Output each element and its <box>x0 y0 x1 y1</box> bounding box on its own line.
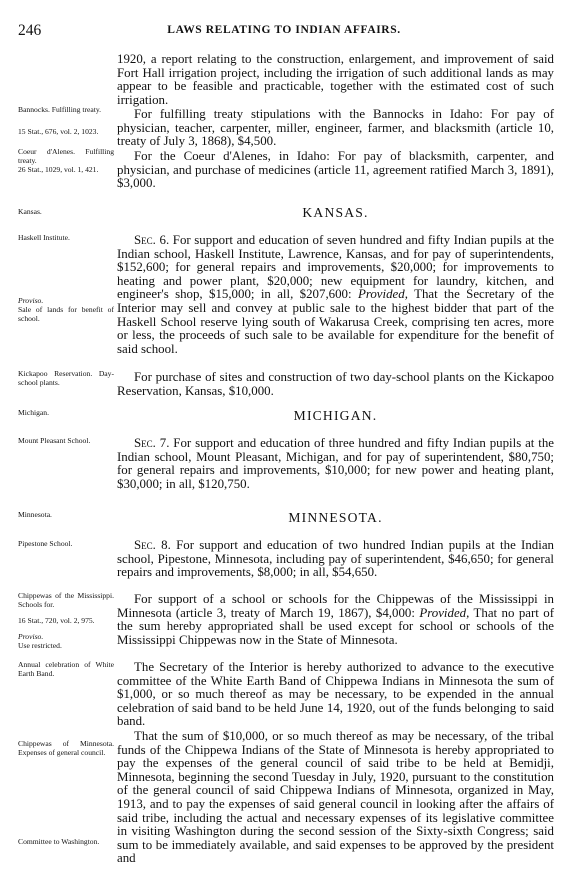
heading-minnesota: MINNESOTA. <box>288 510 383 525</box>
sec-8-text: For support and education of two hundred Indian pupils at the Indian school, Pipestone, Minnesota, including pay of superintendent, $46,650; for general repairs and improvements, $8,000; in all, $54,650. <box>117 538 554 580</box>
section-label: Sec. 8. <box>134 538 171 552</box>
margin-note-haskell: Haskell Institute. <box>18 233 70 242</box>
margin-note-general-council: Chippewas of Minnesota. Expenses of general council. <box>18 739 114 757</box>
margin-note-bannocks-citation: 15 Stat., 676, vol. 2, 1023. <box>18 127 99 136</box>
margin-note-mount-pleasant: Mount Pleasant School. <box>18 436 91 445</box>
margin-note-coeur-dalenes: Coeur d'Alenes. Fulfilling treaty. <box>18 147 114 165</box>
margin-note-minnesota: Minnesota. <box>18 510 52 519</box>
paragraph-general-council: That the sum of $10,000, or so much thereof as may be necessary, of the tribal funds of the Chippewa Indians of the State of Minnesota is hereby appropriated to pay the expenses of the general council of said tribe to be held at Bemidji, Minnesota, beginning the second Tuesday in July, 1920, pursuant to the constitution of the general council of said Chippewa Indians of Minnesota, organized in May, 1913, and to pay the expenses of said general council in looking after the affairs of said tribe, including the actual and necessary expenses of its legislative committee in visiting Washington during the second session of the Sixty-sixth Congress; said sum to be immediately available, and said expenses to be approved by the president and <box>117 729 554 866</box>
margin-note-use-restricted: Use restricted. <box>18 641 62 650</box>
margin-note-committee-washington: Committee to Washington. <box>18 837 100 846</box>
page-header <box>14 22 554 40</box>
sec-7-text: For support and education of three hundred and fifty Indian pupils at the Indian school, Mount Pleasant, Michigan, and for pay of superintendent, $80,750; for general repairs and improvements, $10,000; for new power and heating plant, $30,000; in all, $120,750. <box>117 436 554 491</box>
section-label: Sec. 7. <box>134 436 170 450</box>
margin-note-chippewas-mississippi: Chippewas of the Mississippi. Schools for. <box>18 591 114 609</box>
provided-word: Provided, <box>419 605 470 620</box>
section-label: Sec. 6. <box>134 233 170 247</box>
heading-michigan: MICHIGAN. <box>293 408 378 423</box>
margin-note-bannocks: Bannocks. Fulfilling treaty. <box>18 105 102 114</box>
paragraph-chippewas-mississippi <box>117 593 554 647</box>
margin-note-sale-of-lands: Sale of lands for benefit of school. <box>18 305 114 323</box>
paragraph-coeur-dalenes: For the Coeur d'Alenes, in Idaho: For pay of blacksmith, carpenter, and physician, and purchase of medicines (article 11, agreement ratified March 3, 1891), $3,000. <box>117 149 554 191</box>
paragraph-sec-6 <box>117 234 554 356</box>
chippewas-text-b: That no part of the sum hereby appropriated shall be used except for school or schools of the Mississippi Chippewas now in the State of Minnesota. <box>117 605 554 647</box>
margin-note-kansas: Kansas. <box>18 207 42 216</box>
running-head: LAWS RELATING TO INDIAN AFFAIRS. <box>167 24 401 36</box>
page-number: 246 <box>18 22 42 39</box>
paragraph-kickapoo: For purchase of sites and construction of two day-school plants on the Kickapoo Reservation, Kansas, $10,000. <box>117 370 554 398</box>
margin-note-annual-celebration: Annual celebration of White Earth Band. <box>18 660 114 678</box>
margin-note-kickapoo: Kickapoo Reservation. Day-school plants. <box>18 369 114 387</box>
chippewas-text-a: For support of a school or schools for the Chippewas of the Mississippi in Minnesota (article 3, treaty of March 19, 1867), $4,000: <box>117 592 554 620</box>
margin-note-proviso-2: Proviso. <box>18 632 44 641</box>
sec-6-text-a: For support and education of seven hundred and fifty Indian pupils at the Indian school, Haskell Institute, Lawrence, Kansas, and for pay of superintendents, $152,600; for general repairs and improvements, $20,000; for improvements to heating and power plant, $20,000; new equipment for laundry, kitchen, and engineer's shop, $15,000; in all, $207,600: <box>117 233 554 302</box>
margin-note-chippewas-citation: 16 Stat., 720, vol. 2, 975. <box>18 616 95 625</box>
margin-note-proviso-1: Proviso. <box>18 296 44 305</box>
margin-note-pipestone: Pipestone School. <box>18 539 73 548</box>
provided-word: Provided, <box>357 287 408 302</box>
margin-note-coeur-citation: 26 Stat., 1029, vol. 1, 421. <box>18 165 99 174</box>
paragraph-sec-7 <box>117 437 554 491</box>
heading-kansas: KANSAS. <box>302 205 369 220</box>
margin-note-michigan: Michigan. <box>18 408 50 417</box>
paragraph-fort-hall-report: 1920, a report relating to the construction, enlargement, and improvement of said Fort Hall irrigation project, including the irrigation of such additional lands as may appear to be feasible and practicable, together with the estimated cost of such irrigation. <box>117 52 554 107</box>
paragraph-white-earth-celebration: The Secretary of the Interior is hereby authorized to advance to the executive committee of the White Earth Band of Chippewa Indians in Minnesota the sum of $1,000, or so much thereof as may be necessary, to be expended in the annual celebration of said band to be held June 14, 1920, out of the funds belonging to said band. <box>117 660 554 729</box>
sec-6-text-b: That the Secretary of the Interior may sell and convey at public sale to the highest bidder that part of the Haskell School reserve lying south of Wakarusa Creek, comprising ten acres, more or less, the proceeds of such sale to be available for expenditure for the benefit of said school. <box>117 287 555 356</box>
paragraph-bannocks: For fulfilling treaty stipulations with the Bannocks in Idaho: For pay of physician, teacher, carpenter, miller, engineer, farmer, and blacksmith (article 10, treaty of July 3, 1868), $4,500. <box>117 107 554 149</box>
paragraph-sec-8 <box>117 539 554 580</box>
